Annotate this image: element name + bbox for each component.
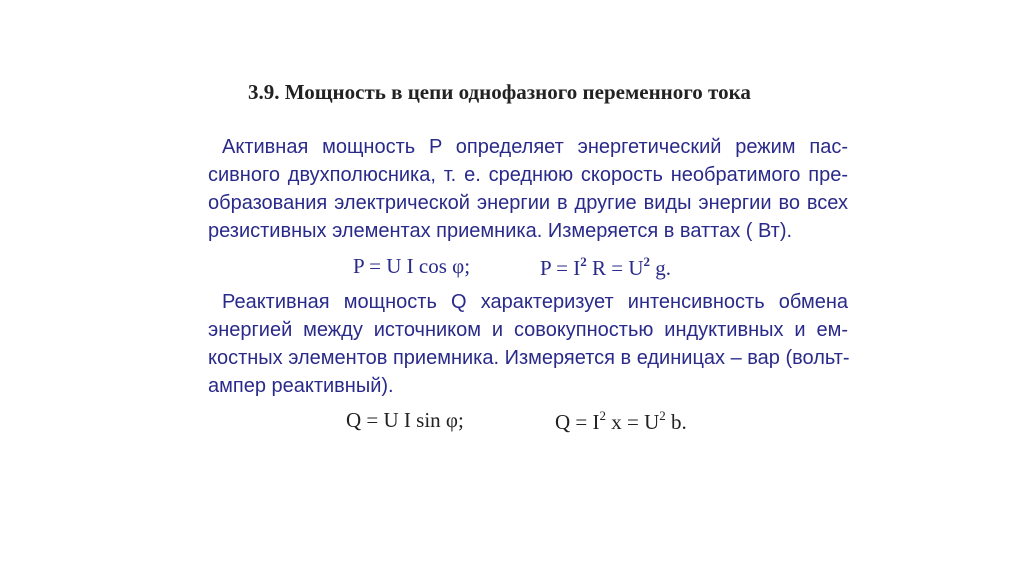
formula-exponent: 2 — [599, 408, 607, 423]
paragraph-line: сивного двухполюсника, т. е. среднюю скорость необратимого пре- — [208, 164, 848, 186]
formula-part: Q = I — [555, 410, 600, 434]
paragraph-line: образования электрической энергии в другие виды энергии во всех — [208, 192, 848, 214]
section-title: 3.9. Мощность в цепи однофазного переменного тока — [248, 80, 751, 104]
paragraph-line: резистивных элементах приемника. Измеряется в ваттах ( Вт). — [208, 220, 793, 242]
formula-reactive-power-reactance — [555, 408, 687, 435]
paragraph-line: Активная мощность P определяет энергетический режим пас- — [222, 136, 848, 158]
formula-reactive-power-sin: Q = U I sin φ; — [346, 408, 464, 432]
formula-active-power-cos: P = U I cos φ; — [353, 254, 471, 278]
paragraph-line: Реактивная мощность Q характеризует интенсивность обмена — [222, 291, 848, 313]
formula-exponent: 2 — [643, 254, 651, 269]
formula-exponent: 2 — [580, 254, 587, 269]
formula-part: P = I — [540, 256, 581, 280]
paragraph-line: энергией между источником и совокупностью индуктивных и ем- — [208, 319, 848, 341]
formula-active-power-resistance — [540, 254, 671, 281]
paragraph-line: костных элементов приемника. Измеряется в единицах – вар (вольт- — [208, 347, 850, 369]
formula-part: x = U — [606, 410, 660, 434]
formula-part: g. — [650, 256, 672, 280]
paragraph-line: ампер реактивный). — [208, 375, 394, 397]
formula-part: b. — [665, 410, 687, 434]
formula-part: R = U — [586, 256, 644, 280]
paragraph-reactive-power — [208, 288, 848, 400]
formula-exponent: 2 — [659, 408, 666, 423]
paragraph-active-power — [208, 133, 848, 245]
